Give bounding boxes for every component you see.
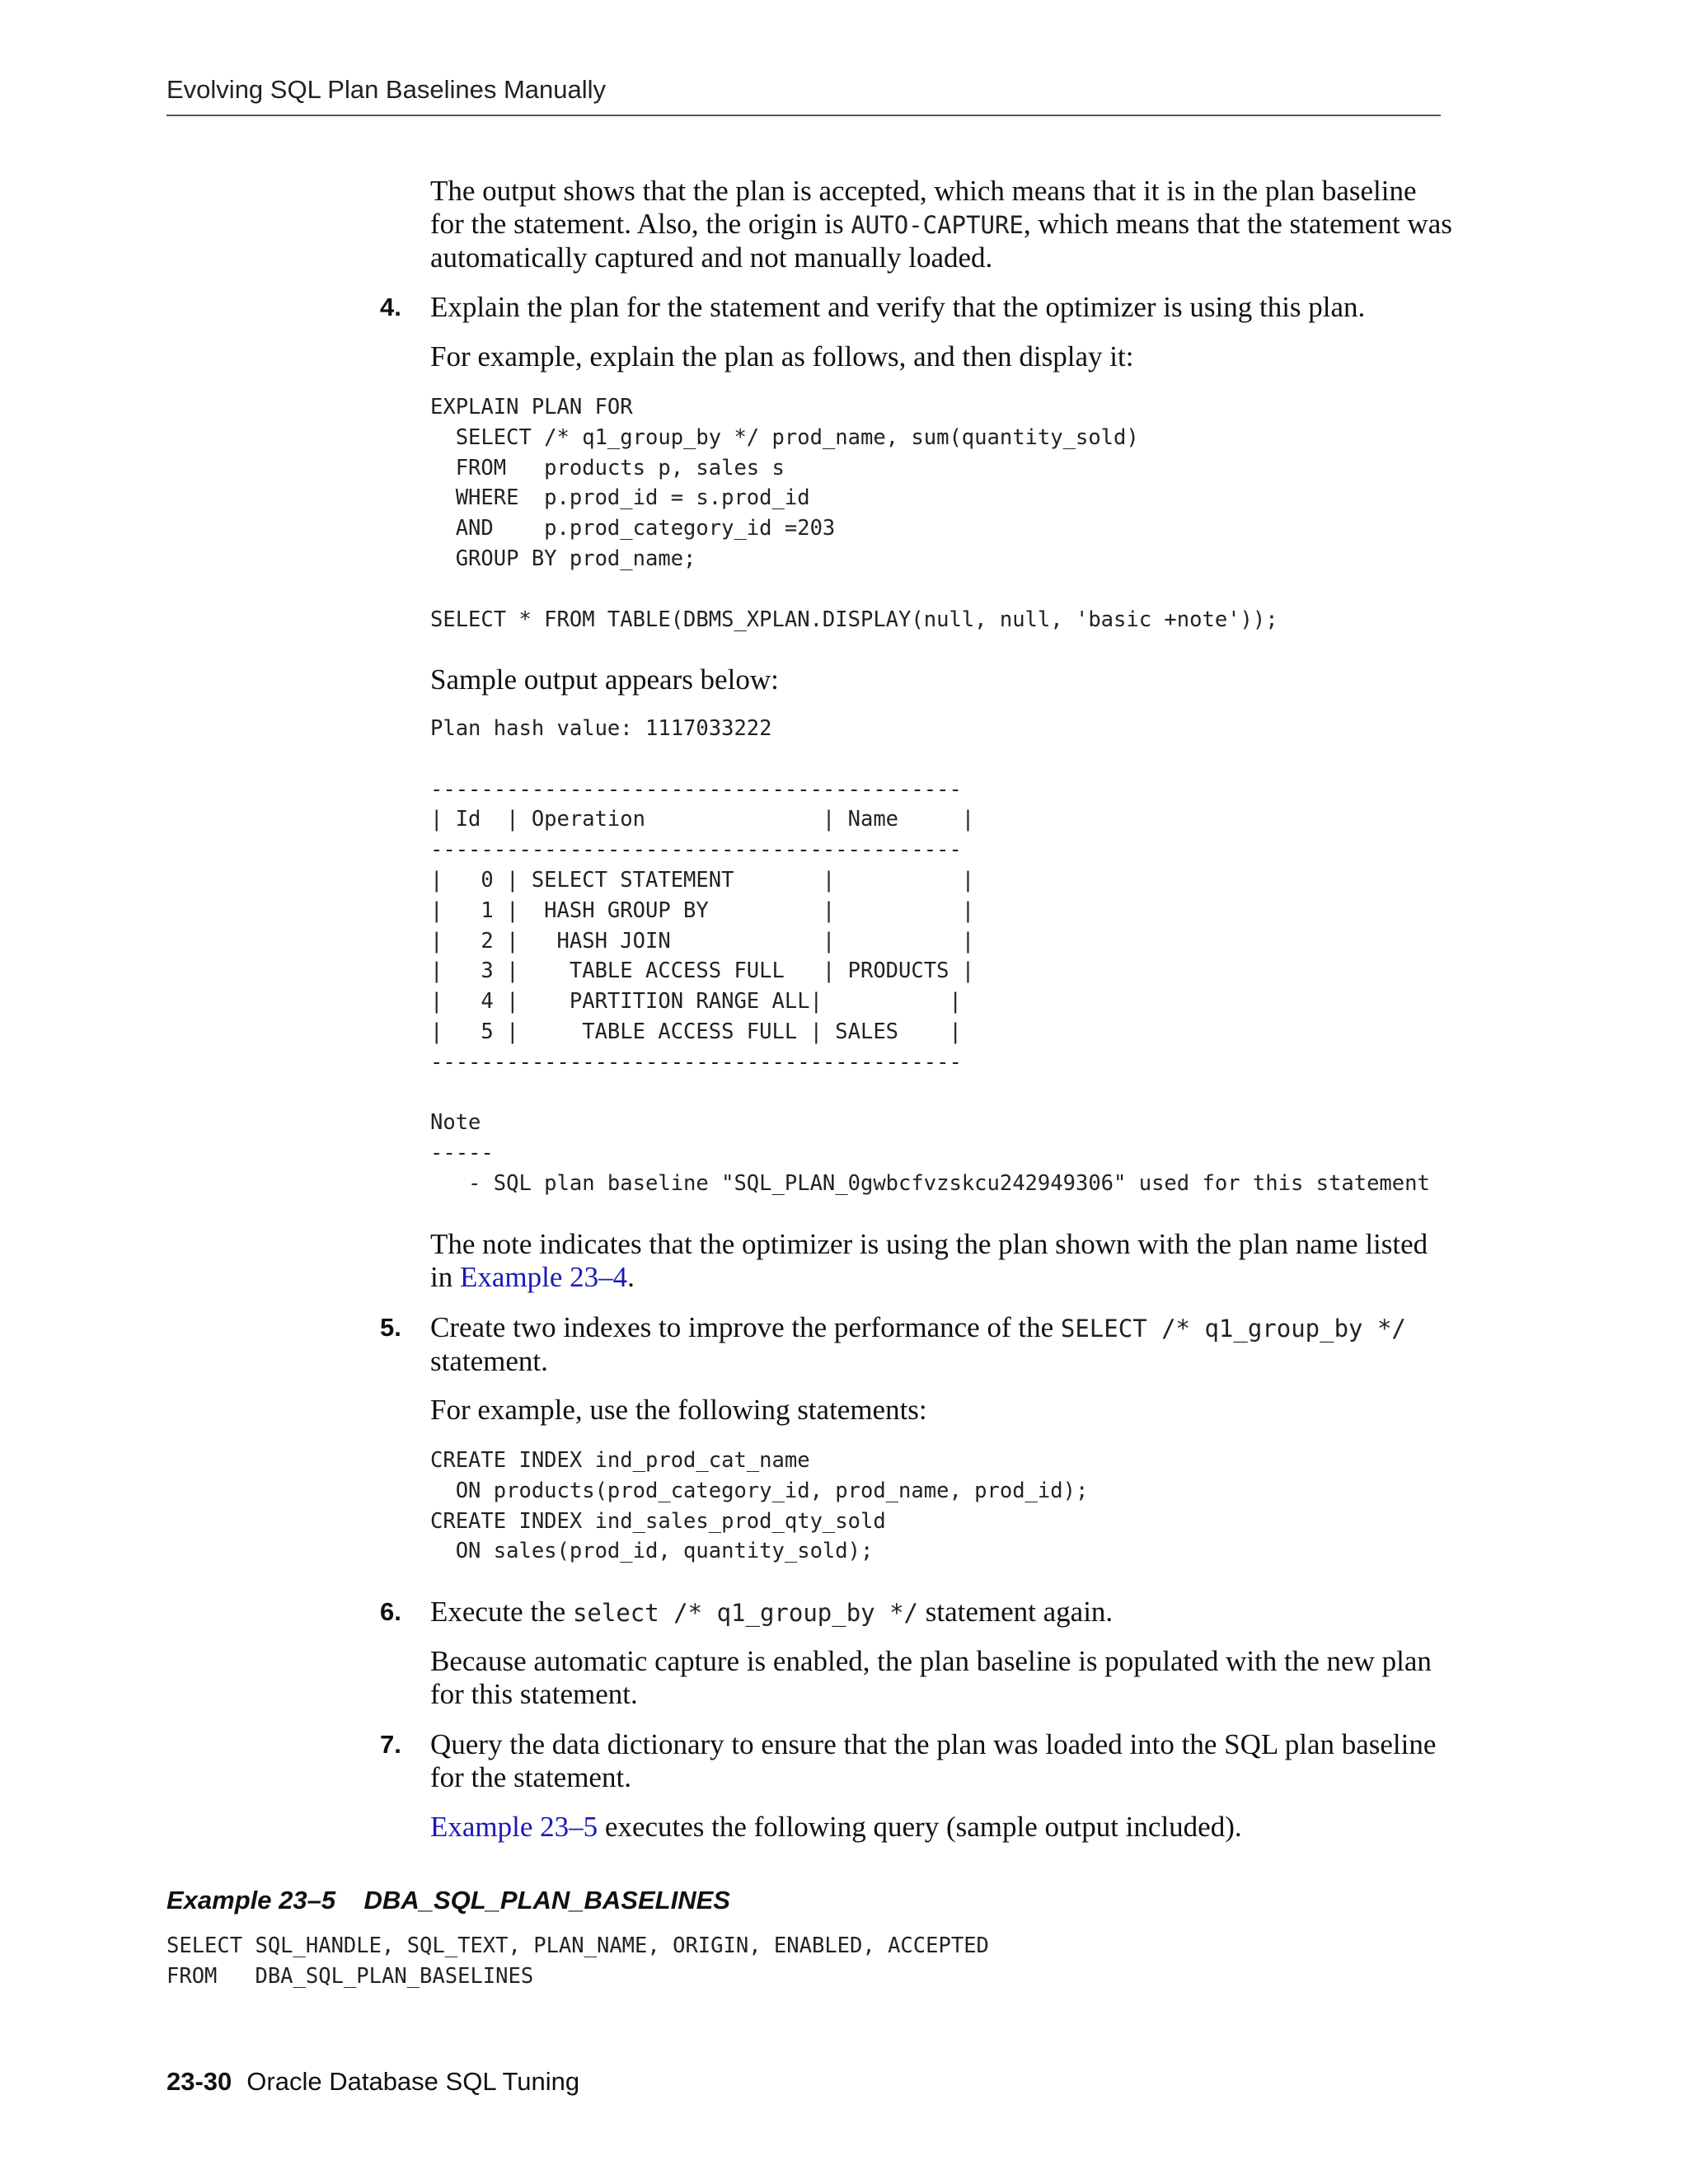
note-paragraph [430, 1228, 1452, 1294]
intro-text-1: The output shows that the plan is accepted, which means that it is in the plan baseline for the statement. Also, the origin is [430, 175, 1417, 240]
step-5-text-2: statement. [430, 1345, 548, 1377]
intro-code: AUTO-CAPTURE [851, 211, 1024, 239]
step-7-number: 7. [380, 1730, 401, 1759]
step-6-text-1: Execute the [430, 1596, 573, 1628]
step-7-paragraph [430, 1811, 1452, 1844]
book-title: Oracle Database SQL Tuning [246, 2067, 580, 2096]
step-4-example-intro: For example, explain the plan as follows, and then display it: [430, 340, 1134, 373]
step-4-number: 4. [380, 293, 401, 321]
step-5-text-1: Create two indexes to improve the performance of the [430, 1311, 1061, 1343]
intro-paragraph [430, 175, 1452, 274]
step-5-code: SELECT /* q1_group_by */ [1060, 1315, 1406, 1343]
header-rule [166, 115, 1441, 116]
page-footer [166, 2067, 579, 2097]
note-text-2: . [627, 1261, 635, 1293]
step-6-number: 6. [380, 1597, 401, 1626]
example-query-code: SELECT SQL_HANDLE, SQL_TEXT, PLAN_NAME, ORIGIN, ENABLED, ACCEPTED FROM DBA_SQL_PLAN_BASELINES [166, 1933, 989, 1989]
example-title: Example 23–5 DBA_SQL_PLAN_BASELINES [166, 1886, 730, 1915]
step-7-text: Query the data dictionary to ensure that the plan was loaded into the SQL plan baseline for the statement. [430, 1728, 1437, 1793]
step-6-code: select /* q1_group_by */ [572, 1599, 918, 1627]
step-5-text [430, 1311, 1452, 1378]
plan-output-code: Plan hash value: 1117033222 ------------------------------------------ | Id | Operation | Name | ------------------------------------------ | 0 | SELECT STATEMENT | | | 1 | HASH GROUP BY | | | 2 | HASH JOIN | | | 3 | TABLE ACCESS FULL | PRODUCTS | | 4 | PARTITION RANGE ALL| | | 5 | TABLE ACCESS FULL | SALES | ------------------------------------------ Note ----- - SQL plan baseline "SQL_PLAN_0gwbcfvzskcu242949306" used for this statement [430, 716, 1430, 1196]
running-header: Evolving SQL Plan Baselines Manually [166, 75, 607, 104]
page-number: 23-30 [166, 2067, 232, 2096]
step-6-text [430, 1596, 1452, 1629]
example-23-4-link[interactable]: Example 23–4 [459, 1261, 628, 1293]
note-text-1: The note indicates that the optimizer is using the plan shown with the plan name listed in [430, 1228, 1428, 1293]
explain-plan-code: EXPLAIN PLAN FOR SELECT /* q1_group_by */ prod_name, sum(quantity_sold) FROM products p, sales s WHERE p.prod_id = s.prod_id AND p.prod_category_id =203 GROUP BY prod_name; SELECT * FROM TABLE(DBMS_XPLAN.DISPLAY(null, null, 'basic +note')); [430, 395, 1278, 632]
step-6-text-2: statement again. [918, 1596, 1114, 1628]
sample-output-intro: Sample output appears below: [430, 663, 779, 696]
step-5-example-intro: For example, use the following statements: [430, 1394, 927, 1426]
step-6-paragraph: Because automatic capture is enabled, the plan baseline is populated with the new plan for this statement. [430, 1645, 1432, 1710]
intro-text-2: , which means that the statement was automatically captured and not manually loaded. [430, 208, 1452, 274]
step-4-text: Explain the plan for the statement and verify that the optimizer is using this plan. [430, 291, 1366, 323]
create-index-code: CREATE INDEX ind_prod_cat_name ON products(prod_category_id, prod_name, prod_id); CREATE INDEX ind_sales_prod_qty_sold ON sales(prod_id, quantity_sold); [430, 1448, 1089, 1564]
example-23-5-link[interactable]: Example 23–5 [430, 1811, 598, 1843]
step-5-number: 5. [380, 1313, 401, 1342]
step-7-text-after: executes the following query (sample output included). [598, 1811, 1242, 1843]
